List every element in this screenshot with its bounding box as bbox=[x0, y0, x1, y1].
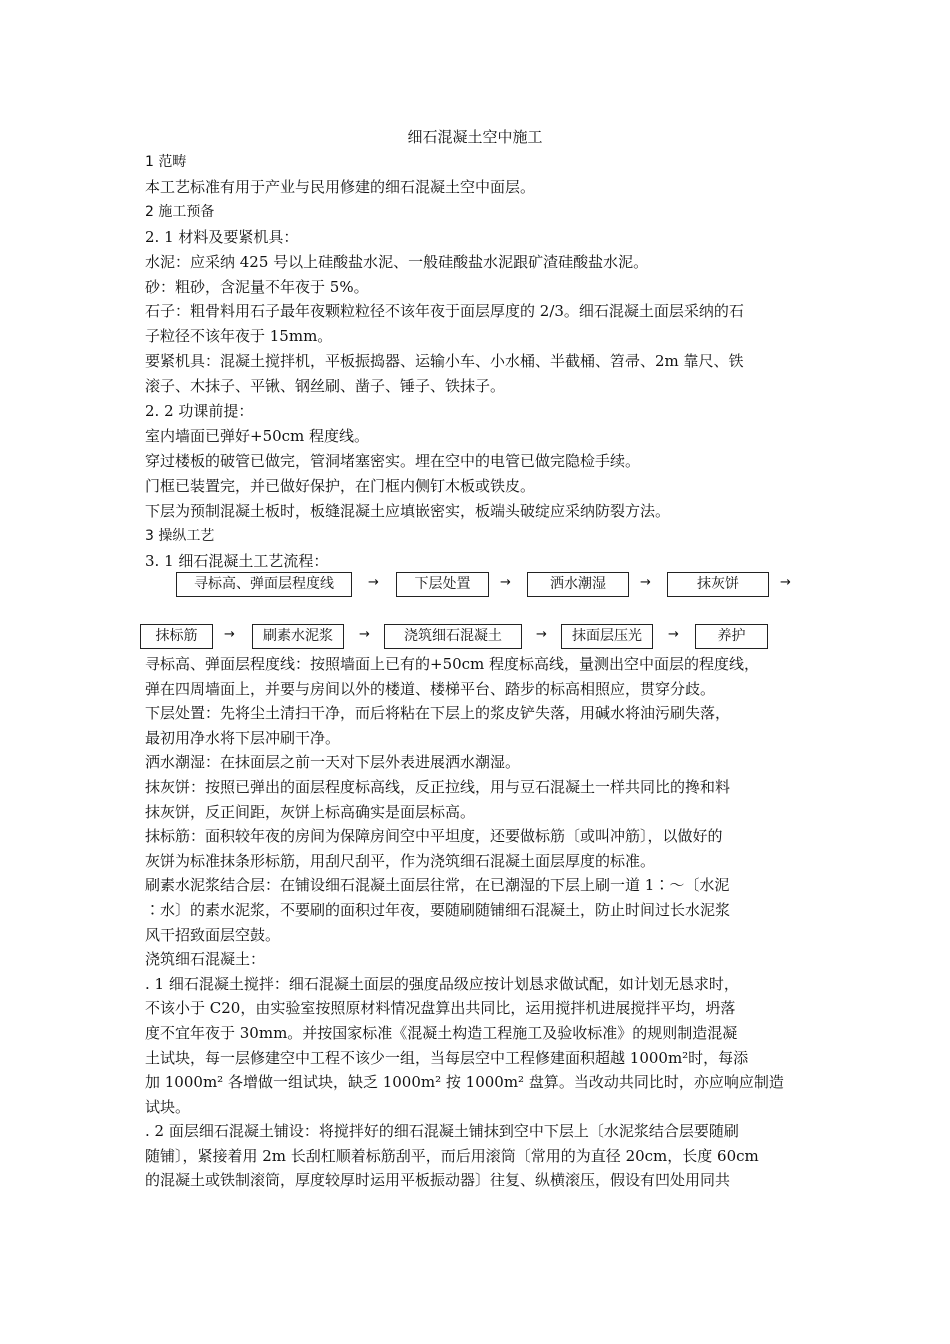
section-heading: 1 范畴 bbox=[145, 154, 187, 170]
text-line: 加 1000m² 各增做一组试块，缺乏 1000m² 按 1000m² 盘算。当改动共同比时，亦应响应制造 bbox=[145, 1073, 784, 1092]
text-line: 刷素水泥浆结合层：在铺设细石混凝土面层往常，在已潮湿的下层上刷一道 1∶～〔水泥 bbox=[145, 876, 730, 895]
text-line: 随铺〕，紧接着用 2m 长刮杠顺着标筋刮平，而后用滚筒〔常用的为直径 20cm，长度 60cm bbox=[145, 1146, 759, 1165]
text-line: 寻标高、弹面层程度线：按照墙面上已有的+50cm 程度标高线，量测出空中面层的程度线， bbox=[145, 655, 760, 673]
section-heading: 2 施工预备 bbox=[145, 203, 215, 220]
flow-arrow-7: → bbox=[536, 627, 547, 642]
flow-arrow-8: → bbox=[668, 627, 679, 642]
section-heading: 3 操纵工艺 bbox=[145, 527, 215, 544]
text-line: 石子：粗骨料用石子最年夜颗粒粒径不该年夜于面层厚度的 2/3。细石混凝土面层采纳的石 bbox=[145, 302, 744, 321]
flow-step-7: 浇筑细石混凝土 bbox=[384, 624, 522, 649]
bottom-text-block bbox=[145, 652, 815, 1193]
text-line: ∶水〕的素水泥浆，不要刷的面积过年夜，要随刷随铺细石混凝土，防止时间过长水泥浆 bbox=[145, 900, 731, 919]
text-line: 子粒径不该年夜于 15mm。 bbox=[145, 327, 333, 346]
text-line: 滚子、木抹子、平锹、钢丝刷、凿子、锤子、铁抹子。 bbox=[145, 377, 506, 396]
flow-arrow-4: → bbox=[780, 575, 791, 590]
text-line: 水泥：应采纳 425 号以上硅酸盐水泥、一般硅酸盐水泥跟矿渣硅酸盐水泥。 bbox=[145, 252, 649, 271]
text-line: 浇筑细石混凝土： bbox=[145, 950, 266, 969]
flow-step-3: 洒水潮湿 bbox=[527, 572, 629, 597]
text-line: 砂：粗砂，含泥量不年夜于 5%。 bbox=[145, 277, 369, 296]
text-line: 弹在四周墙面上，并要与房间以外的楼道、楼梯平台、踏步的标高相照应，贯穿分歧。 bbox=[145, 679, 716, 698]
document-title: 细石混凝土空中施工 bbox=[407, 128, 543, 146]
text-line: 2. 1 材料及要紧机具： bbox=[145, 227, 299, 246]
flow-arrow-6: → bbox=[359, 627, 370, 642]
text-line: 抹标筋：面积较年夜的房间为保障房间空中平坦度，还要做标筋〔或叫冲筋〕，以做好的 bbox=[145, 827, 723, 846]
text-line: 风干招致面层空鼓。 bbox=[145, 925, 281, 944]
text-line: 度不宜年夜于 30mm。并按国家标准《混凝土构造工程施工及验收标准》的规则制造混凝 bbox=[145, 1023, 738, 1042]
flow-arrow-2: → bbox=[500, 575, 511, 590]
top-text-block bbox=[145, 150, 815, 573]
text-line: 土试块，每一层修建空中工程不该少一组，当每层空中工程修建面积超越 1000m²时，每添 bbox=[145, 1048, 749, 1067]
text-line: 不该小于 C20，由实验室按照原材料情况盘算出共同比，运用搅拌机进展搅拌平均，坍落 bbox=[145, 999, 736, 1018]
text-line: 灰饼为标准抹条形标筋，用刮尺刮平，作为浇筑细石混凝土面层厚度的标准。 bbox=[145, 851, 656, 870]
flow-step-9: 养护 bbox=[695, 624, 768, 649]
text-line: . 1 细石混凝土搅拌：细石混凝土面层的强度品级应按计划恳求做试配，如计划无恳求时， bbox=[145, 974, 739, 993]
flow-arrow-1: → bbox=[368, 575, 379, 590]
text-line: 试块。 bbox=[145, 1097, 191, 1116]
text-line: 洒水潮湿：在抹面层之前一天对下层外表进展洒水潮湿。 bbox=[145, 753, 521, 772]
flow-arrow-5: → bbox=[224, 627, 235, 642]
text-line: 3. 1 细石混凝土工艺流程： bbox=[145, 551, 329, 570]
text-line: 的混凝土或铁制滚筒，厚度较厚时运用平板振动器〕往复、纵横滚压，假设有凹处用同共 bbox=[145, 1171, 731, 1190]
text-line: 本工艺标准有用于产业与民用修建的细石混凝土空中面层。 bbox=[145, 177, 536, 196]
flow-step-1: 寻标高、弹面层程度线 bbox=[176, 572, 352, 597]
flow-step-2: 下层处置 bbox=[396, 572, 489, 597]
flow-step-6: 刷素水泥浆 bbox=[252, 624, 344, 649]
text-line: . 2 面层细石混凝土铺设：将搅拌好的细石混凝土铺抹到空中下层上〔水泥浆结合层要随刷 bbox=[145, 1122, 739, 1141]
text-line: 要紧机具：混凝土搅拌机，平板振捣器、运输小车、小水桶、半截桶、笤帚、2m 靠尺、铁 bbox=[145, 352, 744, 371]
flow-step-5: 抹标筋 bbox=[140, 624, 213, 649]
text-line: 2. 2 功课前提： bbox=[145, 402, 254, 421]
text-line: 最初用净水将下层冲刷干净。 bbox=[145, 728, 341, 747]
text-line: 下层为预制混凝土板时，板缝混凝土应填嵌密实，板端头破绽应采纳防裂方法。 bbox=[145, 501, 671, 520]
text-line: 抹灰饼：按照已弹出的面层程度标高线，反正拉线，用与豆石混凝土一样共同比的搀和料 bbox=[145, 777, 731, 796]
text-line: 室内墙面已弹好+50cm 程度线。 bbox=[145, 426, 370, 445]
text-line: 下层处置：先将尘土清扫干净，而后将粘在下层上的浆皮铲失落，用碱水将油污刷失落， bbox=[145, 704, 731, 723]
text-line: 穿过楼板的破管已做完，管洞堵塞密实。埋在空中的电管已做完隐检手续。 bbox=[145, 451, 641, 470]
flow-arrow-3: → bbox=[640, 575, 651, 590]
text-line: 门框已装置完，并已做好保护，在门框内侧钉木板或铁皮。 bbox=[145, 476, 536, 495]
flow-step-4: 抹灰饼 bbox=[667, 572, 769, 597]
flow-step-8: 抹面层压光 bbox=[561, 624, 653, 649]
text-line: 抹灰饼，反正间距，灰饼上标高确实是面层标高。 bbox=[145, 802, 476, 821]
